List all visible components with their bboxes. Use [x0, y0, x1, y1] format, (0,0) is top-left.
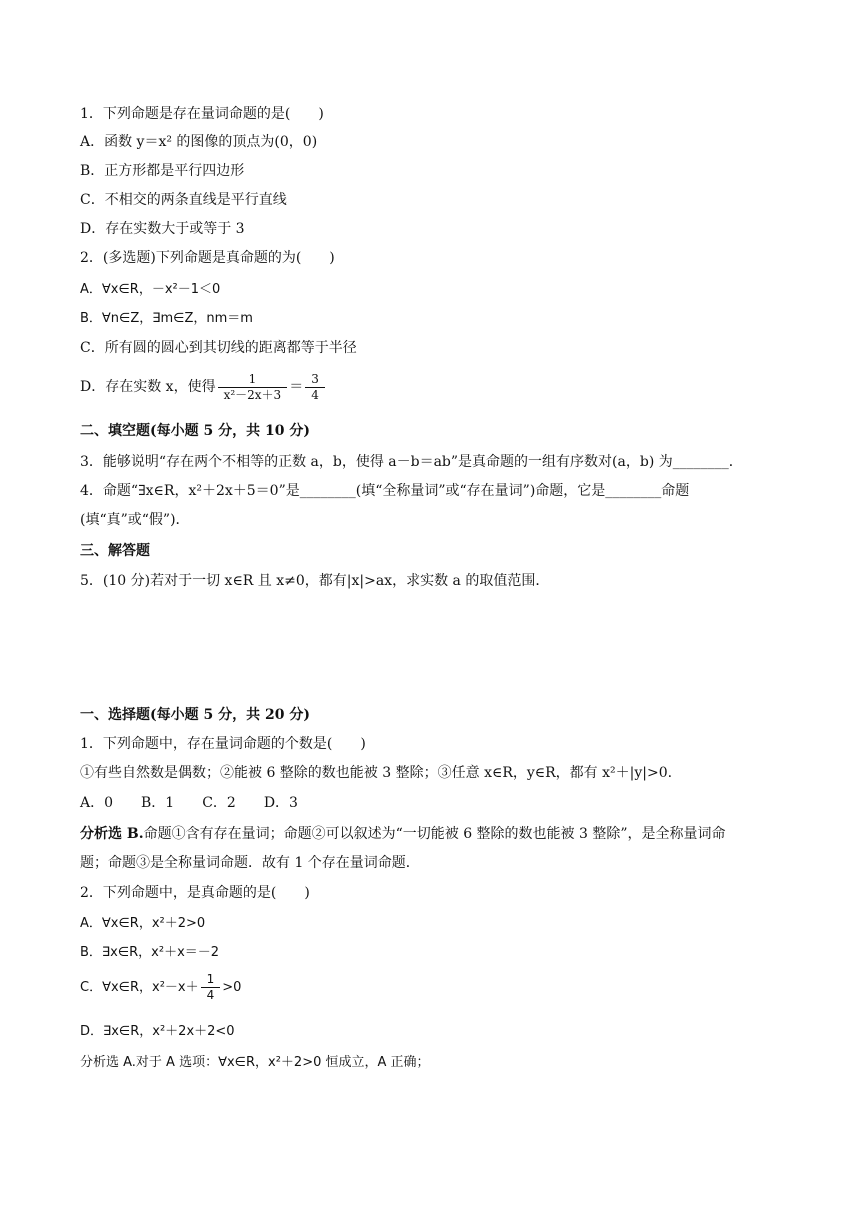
q2-stem: 2．(多选题)下列命题是真命题的为( ) — [80, 250, 335, 266]
b-q2-option-a: A．∀x∈R，x²＋2>0 — [80, 916, 206, 931]
q1-option-a: A．函数 y＝x² 的图像的顶点为(0，0) — [80, 134, 318, 150]
q3-text: 3．能够说明“存在两个不相等的正数 a，b，使得 a－b＝ab”是真命题的一组有序数对(a，b) 为________． — [80, 454, 743, 470]
b-q1-analysis-line-1 — [80, 824, 726, 844]
b-q2-c-suffix: >0 — [222, 980, 242, 995]
b-q2-c-prefix: C．∀x∈R，x²－x＋ — [80, 980, 199, 995]
q2-d-denominator: x²－2x＋3 — [218, 387, 288, 403]
b-q2-option-c — [80, 968, 241, 1008]
b-q1-items: ①有些自然数是偶数；②能被 6 整除的数也能被 3 整除；③任意 x∈R，y∈R，都有 x²＋|y|>0. — [80, 765, 673, 781]
q4-line-1: 4．命题“∃x∈R，x²＋2x＋5＝0”是________(填“全称量词”或“存在量词”)命题，它是________命题 — [80, 483, 690, 499]
q2-d-rhs-fraction — [305, 372, 325, 403]
section-fill-in-heading: 二、填空题(每小题 5 分，共 10 分) — [80, 423, 310, 439]
q5-text: 5．(10 分)若对于一切 x∈R 且 x≠0，都有|x|>ax，求实数 a 的取值范围． — [80, 573, 550, 589]
section-answer-heading: 三、解答题 — [80, 543, 150, 559]
b-q2-option-d: D．∃x∈R，x²＋2x＋2<0 — [80, 1024, 235, 1039]
b-q1-stem: 1．下列命题中，存在量词命题的个数是( ) — [80, 736, 366, 752]
q2-option-d — [80, 367, 327, 407]
q2-option-b: B．∀n∈Z，∃m∈Z，nm＝m — [80, 311, 253, 326]
q2-d-equals: ＝ — [289, 379, 304, 395]
section-choice-heading: 一、选择题(每小题 5 分，共 20 分) — [80, 707, 310, 723]
q1-option-b: B．正方形都是平行四边形 — [80, 163, 245, 179]
b-q2-analysis: 分析选 A.对于 A 选项：∀x∈R，x²＋2>0 恒成立，A 正确； — [80, 1055, 430, 1070]
q1-option-c: C．不相交的两条直线是平行直线 — [80, 192, 287, 208]
b-q2-c-fraction — [201, 972, 221, 1003]
b-q2-stem: 2．下列命题中，是真命题的是( ) — [80, 885, 310, 901]
b-q1-options: A．0 B．1 C．2 D．3 — [80, 795, 298, 811]
b-q1-analysis-text: 命题①含有存在量词；命题②可以叙述为“一切能被 6 整除的数也能被 3 整除”，是全称量词命 — [143, 826, 726, 842]
q4-line-2: (填“真”或“假”)． — [80, 512, 190, 528]
q2-option-a: A．∀x∈R，－x²－1＜0 — [80, 282, 221, 297]
b-q2-c-numerator: 1 — [206, 972, 215, 986]
q2-d-rhs-denominator: 4 — [305, 387, 325, 403]
b-q1-analysis-line-2: 题；命题③是全称量词命题．故有 1 个存在量词命题． — [80, 855, 420, 871]
q2-d-rhs-numerator: 3 — [311, 371, 319, 386]
q2-d-prefix: D．存在实数 x，使得 — [80, 379, 216, 395]
q2-d-fraction — [218, 372, 288, 403]
b-q1-analysis-label: 分析选 B. — [80, 826, 144, 842]
q1-stem: 1．下列命题是存在量词命题的是( ) — [80, 106, 324, 122]
b-q2-option-b: B．∃x∈R，x²＋x＝－2 — [80, 945, 220, 960]
q1-option-d: D．存在实数大于或等于 3 — [80, 221, 245, 237]
q2-option-c: C．所有圆的圆心到其切线的距离都等于半径 — [80, 340, 357, 356]
q2-d-numerator: 1 — [248, 371, 257, 386]
b-q2-c-denominator: 4 — [201, 987, 221, 1003]
